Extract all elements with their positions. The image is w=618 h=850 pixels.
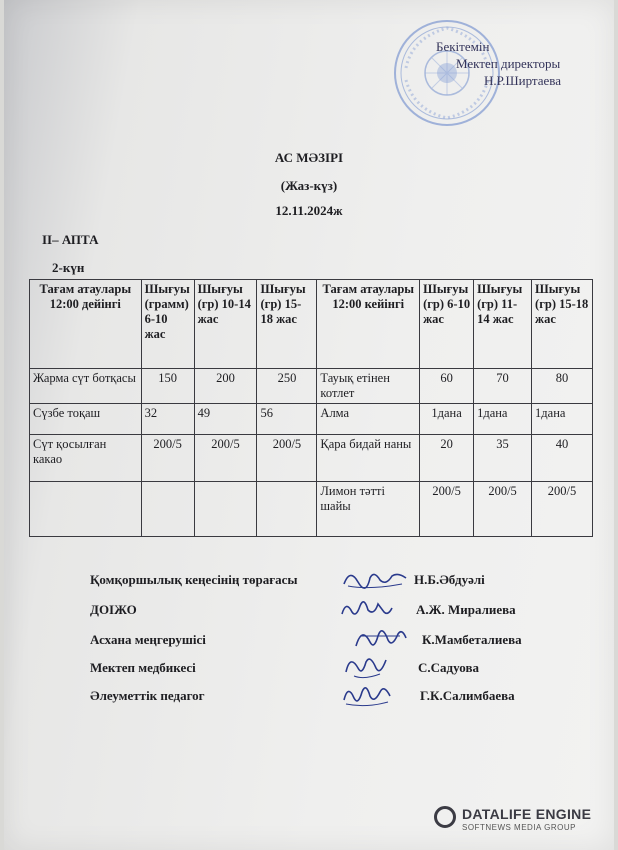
- signature-row: [4, 602, 614, 628]
- table-cell: 200/5: [141, 435, 194, 482]
- week-label: ІІ– АПТА: [42, 232, 99, 247]
- handwritten-signature: [338, 594, 394, 622]
- table-cell: 1дана: [532, 404, 593, 435]
- table-row: [30, 482, 593, 537]
- table-cell: 1дана: [474, 404, 532, 435]
- table-cell: 32: [141, 404, 194, 435]
- table-cell: 200: [194, 369, 257, 404]
- watermark-subtitle: SOFTNEWS MEDIA GROUP: [462, 823, 577, 832]
- table-cell: Тауық етінен котлет: [317, 369, 420, 404]
- signature-role: Әлеуметтік педагог: [90, 688, 205, 703]
- signature-row: [4, 572, 614, 598]
- header-cell: Тағам атаулары 12:00 дейінгі: [30, 280, 142, 369]
- approval-line-2: Мектеп директоры: [456, 56, 561, 71]
- header-cell: Шығуы (гр) 10-14 жас: [194, 280, 257, 369]
- table-row: [30, 435, 593, 482]
- table-row: [30, 404, 593, 435]
- document-page: [4, 0, 614, 850]
- table-cell: 20: [420, 435, 474, 482]
- approval-line-1: Бекітемін: [436, 39, 490, 54]
- table-cell: 200/5: [194, 435, 257, 482]
- table-cell: Қара бидай наны: [317, 435, 420, 482]
- table-cell: 49: [194, 404, 257, 435]
- approval-line-3: Н.Р.Ширтаева: [484, 73, 562, 88]
- table-cell: [30, 482, 142, 537]
- menu-title: АС МӘЗІРІ: [274, 150, 344, 165]
- signature-name: Г.К.Салимбаева: [420, 688, 515, 703]
- table-cell: 56: [257, 404, 317, 435]
- header-cell: Шығуы (гр) 15-18 жас: [532, 280, 593, 369]
- watermark-brand: DATALIFE ENGINE: [462, 806, 592, 822]
- table-cell: Лимон тәтті шайы: [317, 482, 420, 537]
- season-subtitle: (Жаз-күз): [280, 178, 338, 193]
- table-cell: 200/5: [532, 482, 593, 537]
- signature-role: Қомқоршылық кеңесінің төрағасы: [90, 572, 298, 587]
- table-cell: 40: [532, 435, 593, 482]
- signature-row: [4, 660, 614, 686]
- approval-block: [436, 38, 561, 89]
- signature-role: Асхана меңгерушісі: [90, 632, 206, 647]
- header-cell: Тағам атаулары 12:00 кейінгі: [317, 280, 420, 369]
- signature-row: [4, 632, 614, 658]
- table-cell: 60: [420, 369, 474, 404]
- table-cell: [194, 482, 257, 537]
- table-cell: 70: [474, 369, 532, 404]
- header-cell: Шығуы (грамм) 6-10 жас: [141, 280, 194, 369]
- signature-name: Н.Б.Әбдуәлі: [414, 572, 485, 587]
- signature-name: С.Садуова: [418, 660, 479, 675]
- header-cell: Шығуы (гр) 6-10 жас: [420, 280, 474, 369]
- table-cell: 200/5: [420, 482, 474, 537]
- handwritten-signature: [340, 566, 410, 592]
- handwritten-signature: [338, 680, 394, 710]
- header-cell: Шығуы (гр) 11-14 жас: [474, 280, 532, 369]
- table-cell: [257, 482, 317, 537]
- signature-row: [4, 688, 614, 714]
- signature-name: К.Мамбеталиева: [422, 632, 522, 647]
- table-cell: Сүзбе тоқаш: [30, 404, 142, 435]
- table-row: [30, 369, 593, 404]
- table-cell: 35: [474, 435, 532, 482]
- table-cell: Алма: [317, 404, 420, 435]
- handwritten-signature: [340, 650, 390, 682]
- table-cell: [141, 482, 194, 537]
- menu-date: 12.11.2024ж: [275, 203, 343, 218]
- table-cell: 200/5: [257, 435, 317, 482]
- signature-role: Мектеп медбикесі: [90, 660, 196, 675]
- table-cell: 80: [532, 369, 593, 404]
- table-header-row: [30, 280, 593, 369]
- table-cell: 1дана: [420, 404, 474, 435]
- day-label: 2-күн: [52, 260, 85, 275]
- table-cell: Сүт қосылған какао: [30, 435, 142, 482]
- header-cell: Шығуы (гр) 15-18 жас: [257, 280, 317, 369]
- menu-table: [29, 279, 593, 537]
- signature-name: А.Ж. Миралиева: [416, 602, 516, 617]
- watermark-logo-icon: [434, 806, 456, 828]
- signature-role: ДОІЖО: [90, 602, 137, 617]
- table-cell: 150: [141, 369, 194, 404]
- table-cell: Жарма сүт ботқасы: [30, 369, 142, 404]
- table-cell: 250: [257, 369, 317, 404]
- table-cell: 200/5: [474, 482, 532, 537]
